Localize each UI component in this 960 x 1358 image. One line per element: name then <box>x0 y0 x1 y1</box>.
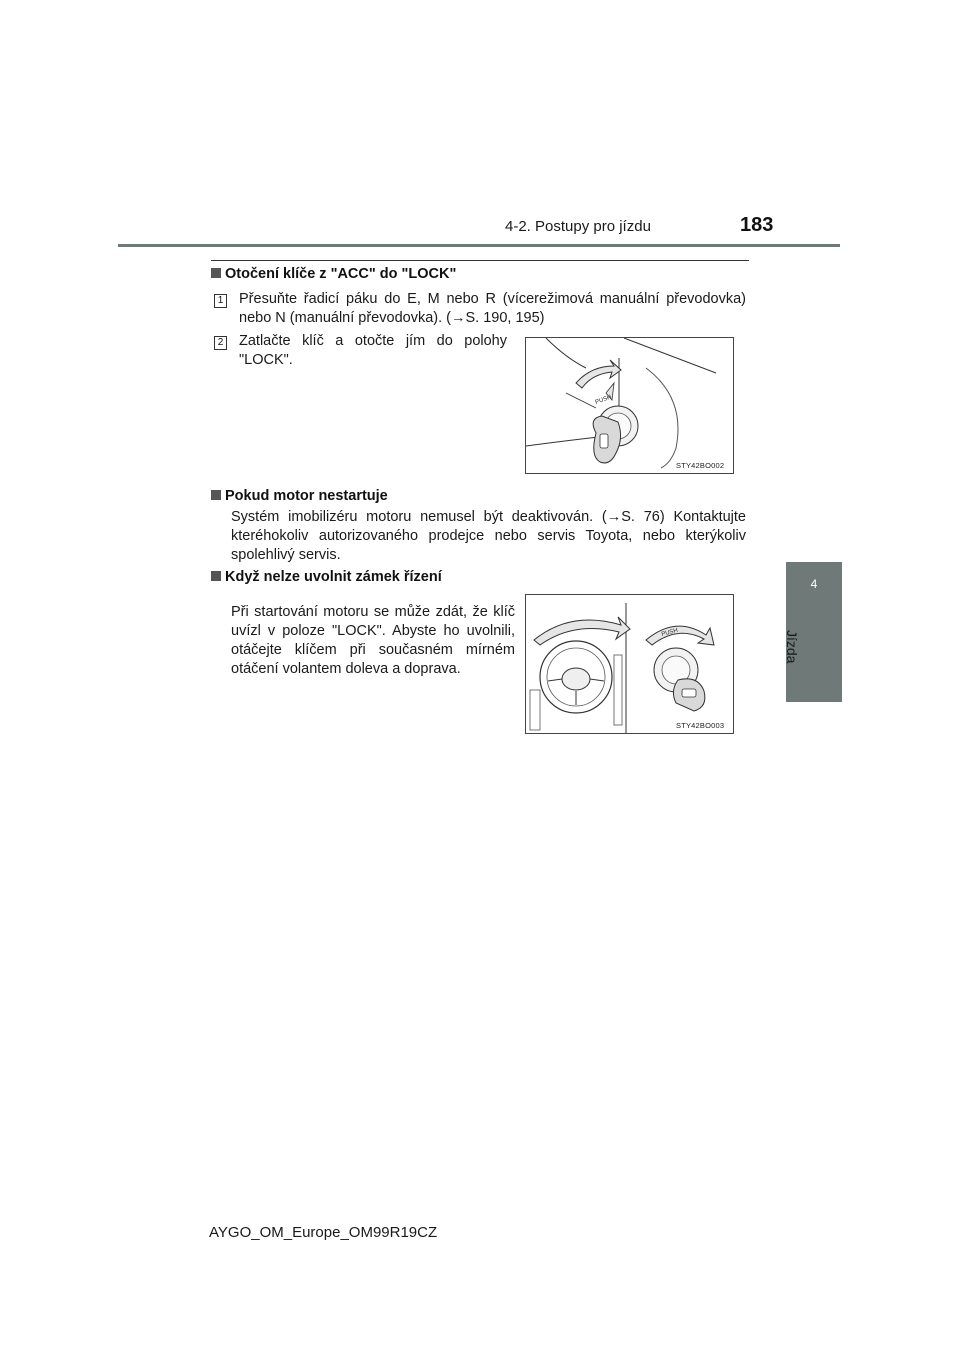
header-section-title: 4-2. Postupy pro jízdu <box>505 218 651 235</box>
figure-label: STY42BO002 <box>676 461 725 470</box>
chapter-name: Jízda <box>784 630 800 664</box>
steering-wheel-figure <box>525 594 734 734</box>
section-text: Systém imobilizéru motoru nemusel být deaktivován. (→S. 76) Kontaktujte kteréhokoliv autorizovaného prodejce nebo servis Toyota, nebo kterýkoliv spolehlivý servis. <box>231 509 746 563</box>
step-number: 1 <box>214 294 227 308</box>
square-bullet-icon <box>211 490 221 500</box>
push-label: PUSH <box>594 394 613 406</box>
page-number: 183 <box>740 214 774 236</box>
ignition-key-illustration <box>526 338 733 473</box>
section-heading: Otočení klíče z "ACC" do "LOCK" <box>211 266 456 282</box>
document-code: AYGO_OM_Europe_OM99R19CZ <box>209 1224 438 1241</box>
square-bullet-icon <box>211 268 221 278</box>
section-heading: Když nelze uvolnit zámek řízení <box>211 569 442 585</box>
square-bullet-icon <box>211 571 221 581</box>
section-rule <box>211 260 749 261</box>
chapter-number: 4 <box>810 577 818 591</box>
step-number: 2 <box>214 336 227 350</box>
step-text: Přesuňte řadicí páku do E, M nebo R (vícerežimová manuální převodovka) nebo N (manuální převodovka). (→S. 190, 195) <box>239 291 746 326</box>
step-text: Zatlačte klíč a otočte jím do polohy "LOCK". <box>239 333 507 368</box>
section-text: Při startování motoru se může zdát, že klíč uvízl v poloze "LOCK". Abyste ho uvolnili, otáčejte klíčem při současném mírném otáčení volantem doleva a doprava. <box>231 604 515 677</box>
header-rule <box>118 244 840 247</box>
ignition-key-figure <box>525 337 734 474</box>
push-label: PUSH <box>660 627 679 638</box>
section-heading: Pokud motor nestartuje <box>211 488 388 504</box>
figure-label: STY42BO003 <box>676 721 725 730</box>
steering-wheel-illustration <box>526 595 733 733</box>
